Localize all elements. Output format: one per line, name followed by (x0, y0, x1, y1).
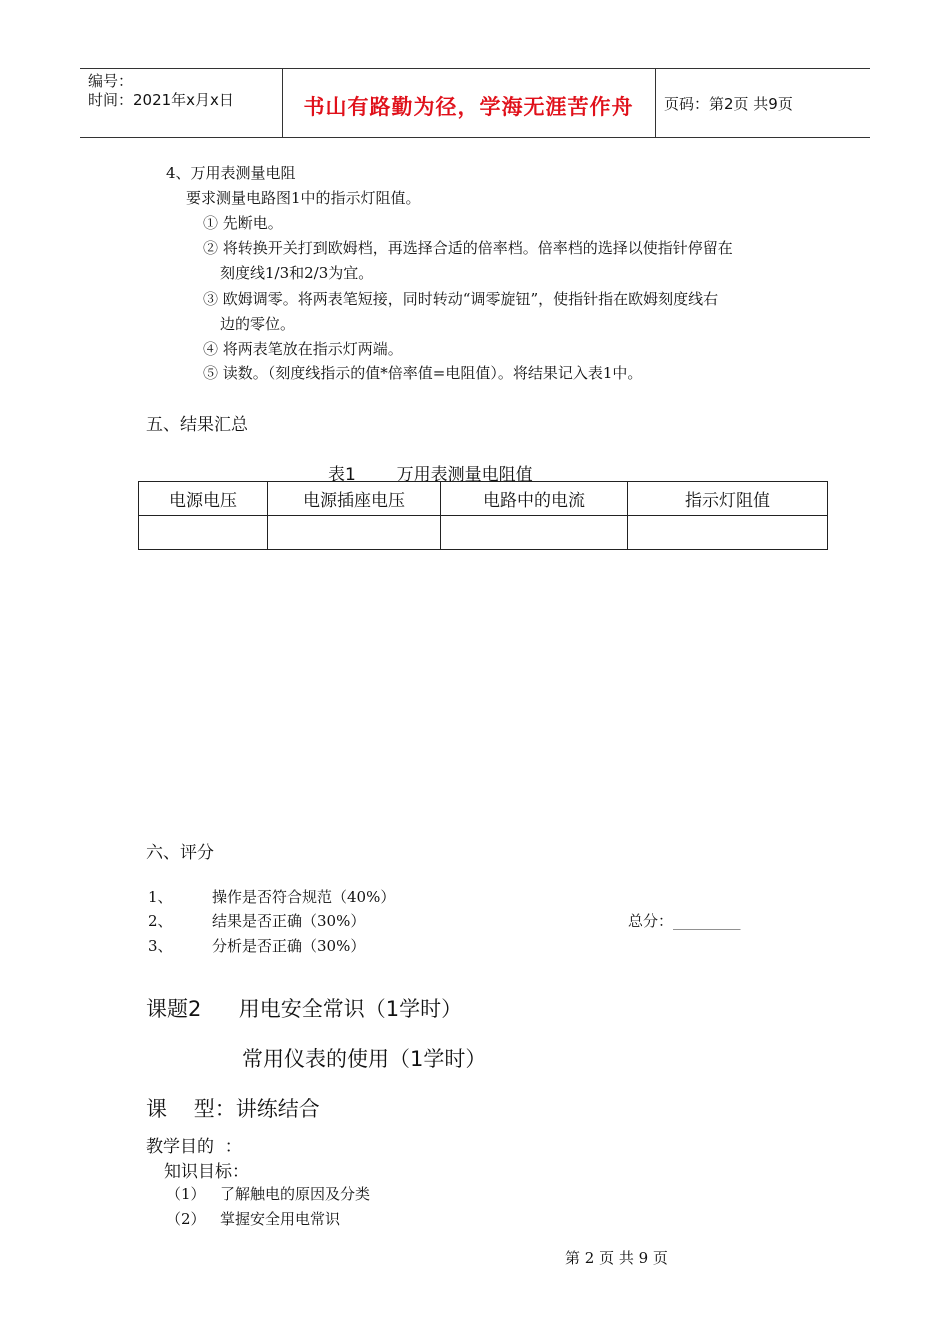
section5-title: 五、结果汇总 (146, 415, 248, 435)
table-caption-number: 表1 (328, 465, 356, 485)
table-cell[interactable] (268, 516, 441, 550)
header-divider (655, 69, 656, 137)
score-item-number: 3、 (148, 937, 173, 955)
score-item-number: 2、 (148, 912, 173, 930)
score-item-text: 操作是否符合规范（40%） (212, 888, 396, 906)
step-line: ① 先断电。 (203, 214, 283, 232)
header-motto: 书山有路勤为径，学海无涯苦作舟 (303, 95, 634, 119)
knowledge-goal-label: 知识目标： (164, 1162, 249, 1182)
table-cell[interactable] (441, 516, 628, 550)
step-line: 边的零位。 (220, 315, 296, 333)
topic-line2: 常用仪表的使用（1学时） (242, 1047, 487, 1071)
step-line: 刻度线1/3和2/3为宜。 (220, 264, 374, 282)
table-header-cell: 指示灯阻值 (628, 482, 828, 516)
header-page-number: 页码：第2页 共9页 (664, 95, 793, 113)
section6-title: 六、评分 (146, 843, 214, 863)
total-score-blank[interactable]: _________ (673, 912, 741, 930)
section4-title: 4、万用表测量电阻 (166, 164, 296, 182)
table-header-cell: 电源插座电压 (268, 482, 441, 516)
topic-line1 (146, 993, 462, 1023)
header-meta (88, 72, 234, 110)
score-item-text: 结果是否正确（30%） (212, 912, 366, 930)
score-item-text: 分析是否正确（30%） (212, 937, 366, 955)
topic-number: 课题2 (146, 997, 202, 1021)
knowledge-item-number: （1） (166, 1185, 206, 1203)
page-header (80, 68, 870, 138)
total-score (628, 910, 741, 931)
page-footer: 第 2 页 共 9 页 (565, 1249, 668, 1267)
knowledge-item-number: （2） (166, 1210, 206, 1228)
knowledge-item-text: 掌握安全用电常识 (220, 1210, 341, 1228)
table-header-cell: 电路中的电流 (441, 482, 628, 516)
score-item-number: 1、 (148, 888, 173, 906)
lesson-type: 课 型：讲练结合 (146, 1097, 320, 1121)
step-line: ③ 欧姆调零。将两表笔短接，同时转动“调零旋钮”，使指针指在欧姆刻度线右 (203, 290, 719, 308)
step-line: ⑤ 读数。（刻度线指示的值*倍率值=电阻值）。将结果记入表1中。 (203, 364, 643, 382)
section4-intro: 要求测量电路图1中的指示灯阻值。 (186, 189, 421, 207)
topic-title: 用电安全常识（1学时） (238, 997, 463, 1021)
table-header-row (139, 482, 828, 516)
table-row (139, 516, 828, 550)
table-cell[interactable] (139, 516, 268, 550)
results-table (138, 481, 828, 550)
table-header-cell: 电源电压 (139, 482, 268, 516)
knowledge-item-text: 了解触电的原因及分类 (220, 1185, 371, 1203)
total-score-label: 总分： (628, 912, 674, 930)
header-number: 编号： (88, 72, 134, 90)
table-cell[interactable] (628, 516, 828, 550)
step-line: ② 将转换开关打到欧姆档，再选择合适的倍率档。倍率档的选择以使指针停留在 (203, 239, 733, 257)
teaching-goal-label: 教学目的 ： (146, 1137, 242, 1157)
step-line: ④ 将两表笔放在指示灯两端。 (203, 340, 403, 358)
header-time: 时间：2021年x月x日 (88, 91, 234, 109)
table-caption-title: 万用表测量电阻值 (396, 465, 533, 485)
